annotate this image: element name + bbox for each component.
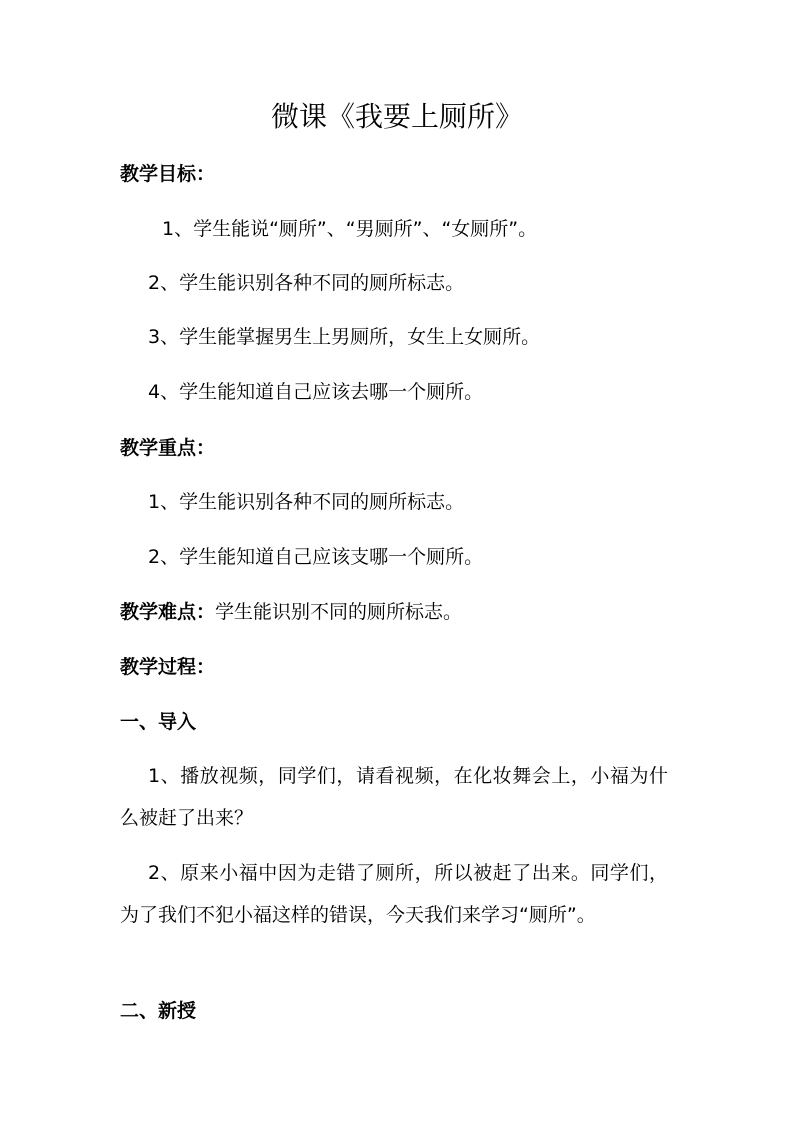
difficulty-label: 教学难点： (120, 601, 216, 623)
objective-item-1: 1、学生能说“厕所”、“男厕所”、“女厕所”。 (162, 218, 538, 240)
intro-heading: 一、导入 (120, 711, 197, 733)
difficulty-line (120, 599, 462, 625)
objectives-heading: 教学目标： (120, 163, 216, 185)
process-heading: 教学过程： (120, 656, 216, 678)
objective-item-4: 4、学生能知道自己应该去哪一个厕所。 (148, 381, 484, 403)
objective-item-3: 3、学生能掌握男生上男厕所，女生上女厕所。 (148, 326, 541, 348)
intro-paragraph-2: 2、原来小福中因为走错了厕所，所以被赶了出来。同学们，为了我们不犯小福这样的错误，今天我们来学习“厕所”。 (120, 862, 668, 926)
key-point-item-2: 2、学生能知道自己应该支哪一个厕所。 (148, 546, 484, 568)
key-points-heading: 教学重点： (120, 437, 216, 459)
objective-item-2: 2、学生能识别各种不同的厕所标志。 (148, 272, 465, 294)
intro-paragraph-1: 1、播放视频，同学们，请看视频，在化妆舞会上，小福为什么被赶了出来？ (120, 765, 668, 829)
new-lesson-heading: 二、新授 (120, 1000, 197, 1022)
page-title: 微课《我要上厕所》 (270, 100, 523, 133)
key-point-item-1: 1、学生能识别各种不同的厕所标志。 (148, 491, 465, 513)
difficulty-text: 学生能识别不同的厕所标志。 (215, 601, 463, 623)
